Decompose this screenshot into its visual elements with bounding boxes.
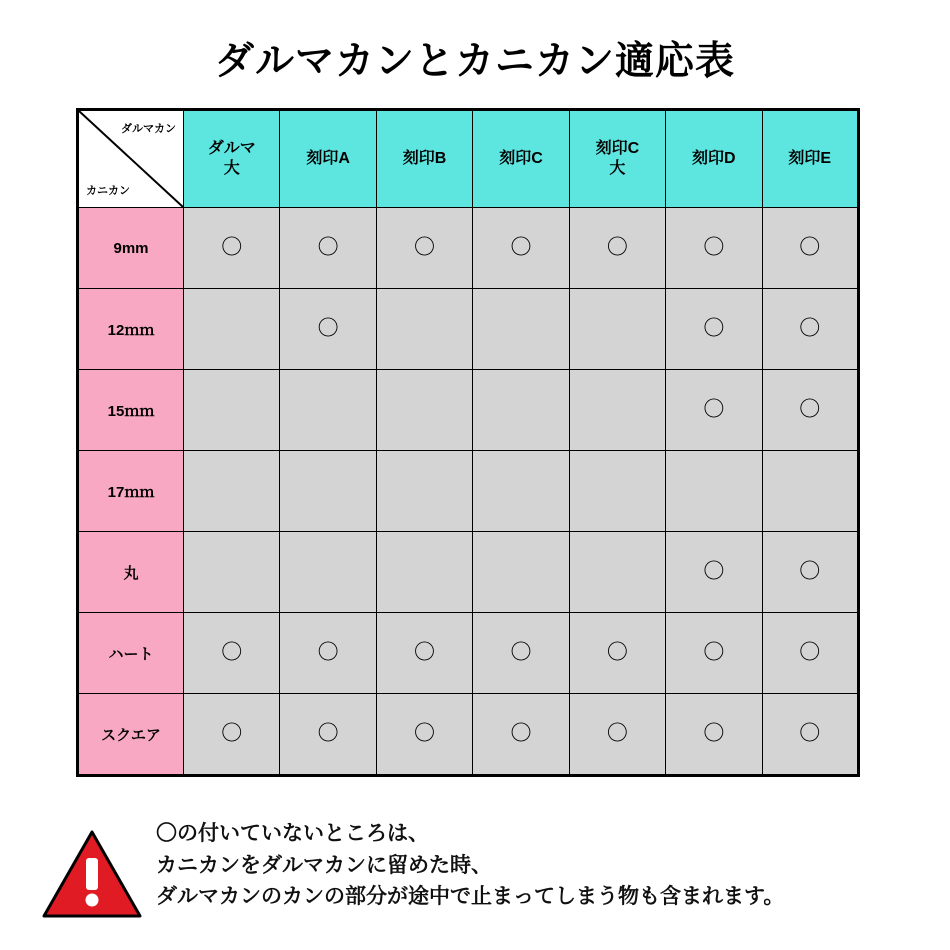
compat-mark: 〇 bbox=[317, 722, 339, 745]
compat-mark: 〇 bbox=[703, 236, 725, 259]
cell-r7-c5 bbox=[569, 694, 665, 776]
table-row bbox=[78, 532, 859, 613]
column-header-line2: 大 bbox=[223, 160, 240, 177]
column-header-line1: 刻印C bbox=[499, 150, 543, 167]
cell-r3-c6 bbox=[666, 370, 762, 451]
compat-mark: 〇 bbox=[799, 722, 821, 745]
table-row bbox=[78, 208, 859, 289]
cell-r2-c7 bbox=[762, 289, 858, 370]
cell-r5-c5 bbox=[569, 532, 665, 613]
cell-r6-c1 bbox=[184, 613, 280, 694]
cell-r1-c3 bbox=[376, 208, 472, 289]
cell-r5-c6 bbox=[666, 532, 762, 613]
compat-mark: 〇 bbox=[510, 722, 532, 745]
column-header-1 bbox=[184, 110, 280, 208]
compat-mark: 〇 bbox=[703, 398, 725, 421]
cell-r3-c5 bbox=[569, 370, 665, 451]
cell-r1-c1 bbox=[184, 208, 280, 289]
cell-r4-c3 bbox=[376, 451, 472, 532]
cell-r7-c1 bbox=[184, 694, 280, 776]
compat-mark: 〇 bbox=[221, 641, 243, 664]
cell-r2-c6 bbox=[666, 289, 762, 370]
cell-r7-c7 bbox=[762, 694, 858, 776]
compatibility-table bbox=[76, 108, 860, 777]
compat-mark: 〇 bbox=[703, 317, 725, 340]
row-header-5: 丸 bbox=[78, 532, 184, 613]
compat-mark: 〇 bbox=[606, 236, 628, 259]
table-row bbox=[78, 613, 859, 694]
compat-mark: 〇 bbox=[799, 236, 821, 259]
table-row bbox=[78, 451, 859, 532]
cell-r1-c4 bbox=[473, 208, 569, 289]
compat-mark: 〇 bbox=[510, 236, 532, 259]
cell-r4-c5 bbox=[569, 451, 665, 532]
cell-r2-c3 bbox=[376, 289, 472, 370]
column-header-5 bbox=[569, 110, 665, 208]
corner-column-label: ダルマカン bbox=[121, 123, 176, 135]
compatibility-table-wrapper bbox=[76, 108, 860, 777]
cell-r3-c4 bbox=[473, 370, 569, 451]
cell-r7-c3 bbox=[376, 694, 472, 776]
cell-r4-c1 bbox=[184, 451, 280, 532]
cell-r3-c3 bbox=[376, 370, 472, 451]
column-header-6 bbox=[666, 110, 762, 208]
note-text bbox=[156, 818, 784, 913]
row-header-2: 12ｍｍ bbox=[78, 289, 184, 370]
note-line-2: カニカンをダルマカンに留めた時、 bbox=[156, 853, 492, 877]
column-header-line2: 大 bbox=[609, 160, 626, 177]
cell-r2-c5 bbox=[569, 289, 665, 370]
row-header-7: スクエア bbox=[78, 694, 184, 776]
note-block bbox=[40, 818, 920, 922]
cell-r6-c4 bbox=[473, 613, 569, 694]
column-header-line1: 刻印C bbox=[595, 140, 640, 157]
column-header-line1: 刻印E bbox=[788, 150, 832, 167]
cell-r7-c4 bbox=[473, 694, 569, 776]
corner-cell bbox=[78, 110, 184, 208]
cell-r2-c1 bbox=[184, 289, 280, 370]
page-title: ダルマカンとカニカン適応表 bbox=[214, 40, 735, 83]
compat-mark: 〇 bbox=[414, 722, 436, 745]
column-header-4 bbox=[473, 110, 569, 208]
compat-mark: 〇 bbox=[606, 641, 628, 664]
table-row bbox=[78, 694, 859, 776]
cell-r2-c2 bbox=[280, 289, 376, 370]
row-header-4: 17ｍｍ bbox=[78, 451, 184, 532]
cell-r6-c7 bbox=[762, 613, 858, 694]
column-header-line1: 刻印A bbox=[306, 150, 350, 167]
cell-r5-c1 bbox=[184, 532, 280, 613]
cell-r6-c2 bbox=[280, 613, 376, 694]
column-header-line1: ダルマ bbox=[207, 140, 256, 157]
compat-mark: 〇 bbox=[221, 236, 243, 259]
note-line-1: 〇の付いていないところは、 bbox=[156, 822, 429, 845]
table-row bbox=[78, 289, 859, 370]
compat-mark: 〇 bbox=[317, 317, 339, 340]
note-line-3: ダルマカンのカンの部分が途中で止まってしまう物も含まれます。 bbox=[156, 885, 785, 908]
cell-r3-c2 bbox=[280, 370, 376, 451]
compat-mark: 〇 bbox=[703, 722, 725, 745]
cell-r5-c7 bbox=[762, 532, 858, 613]
compat-mark: 〇 bbox=[221, 722, 243, 745]
cell-r1-c6 bbox=[666, 208, 762, 289]
table-header-row bbox=[78, 110, 859, 208]
compat-mark: 〇 bbox=[703, 560, 725, 583]
table-row bbox=[78, 370, 859, 451]
cell-r5-c3 bbox=[376, 532, 472, 613]
row-header-3: 15ｍｍ bbox=[78, 370, 184, 451]
cell-r4-c4 bbox=[473, 451, 569, 532]
column-header-2 bbox=[280, 110, 376, 208]
cell-r4-c2 bbox=[280, 451, 376, 532]
compat-mark: 〇 bbox=[799, 641, 821, 664]
cell-r3-c1 bbox=[184, 370, 280, 451]
cell-r1-c7 bbox=[762, 208, 858, 289]
column-header-line1: 刻印D bbox=[692, 150, 736, 167]
cell-r1-c5 bbox=[569, 208, 665, 289]
compat-mark: 〇 bbox=[606, 722, 628, 745]
cell-r6-c3 bbox=[376, 613, 472, 694]
cell-r5-c4 bbox=[473, 532, 569, 613]
cell-r3-c7 bbox=[762, 370, 858, 451]
column-header-7 bbox=[762, 110, 858, 208]
compat-mark: 〇 bbox=[703, 641, 725, 664]
compat-mark: 〇 bbox=[510, 641, 532, 664]
cell-r2-c4 bbox=[473, 289, 569, 370]
compat-mark: 〇 bbox=[799, 317, 821, 340]
cell-r6-c6 bbox=[666, 613, 762, 694]
cell-r7-c2 bbox=[280, 694, 376, 776]
row-header-1: 9mm bbox=[78, 208, 184, 289]
compat-mark: 〇 bbox=[414, 641, 436, 664]
row-header-6: ハート bbox=[78, 613, 184, 694]
cell-r4-c7 bbox=[762, 451, 858, 532]
compat-mark: 〇 bbox=[317, 236, 339, 259]
column-header-3 bbox=[376, 110, 472, 208]
compat-mark: 〇 bbox=[317, 641, 339, 664]
cell-r7-c6 bbox=[666, 694, 762, 776]
warning-triangle-icon bbox=[40, 826, 144, 922]
compat-mark: 〇 bbox=[799, 560, 821, 583]
cell-r4-c6 bbox=[666, 451, 762, 532]
compat-mark: 〇 bbox=[414, 236, 436, 259]
column-header-line1: 刻印B bbox=[402, 150, 447, 167]
corner-row-label: カニカン bbox=[86, 185, 130, 197]
cell-r1-c2 bbox=[280, 208, 376, 289]
compat-mark: 〇 bbox=[799, 398, 821, 421]
cell-r5-c2 bbox=[280, 532, 376, 613]
cell-r6-c5 bbox=[569, 613, 665, 694]
